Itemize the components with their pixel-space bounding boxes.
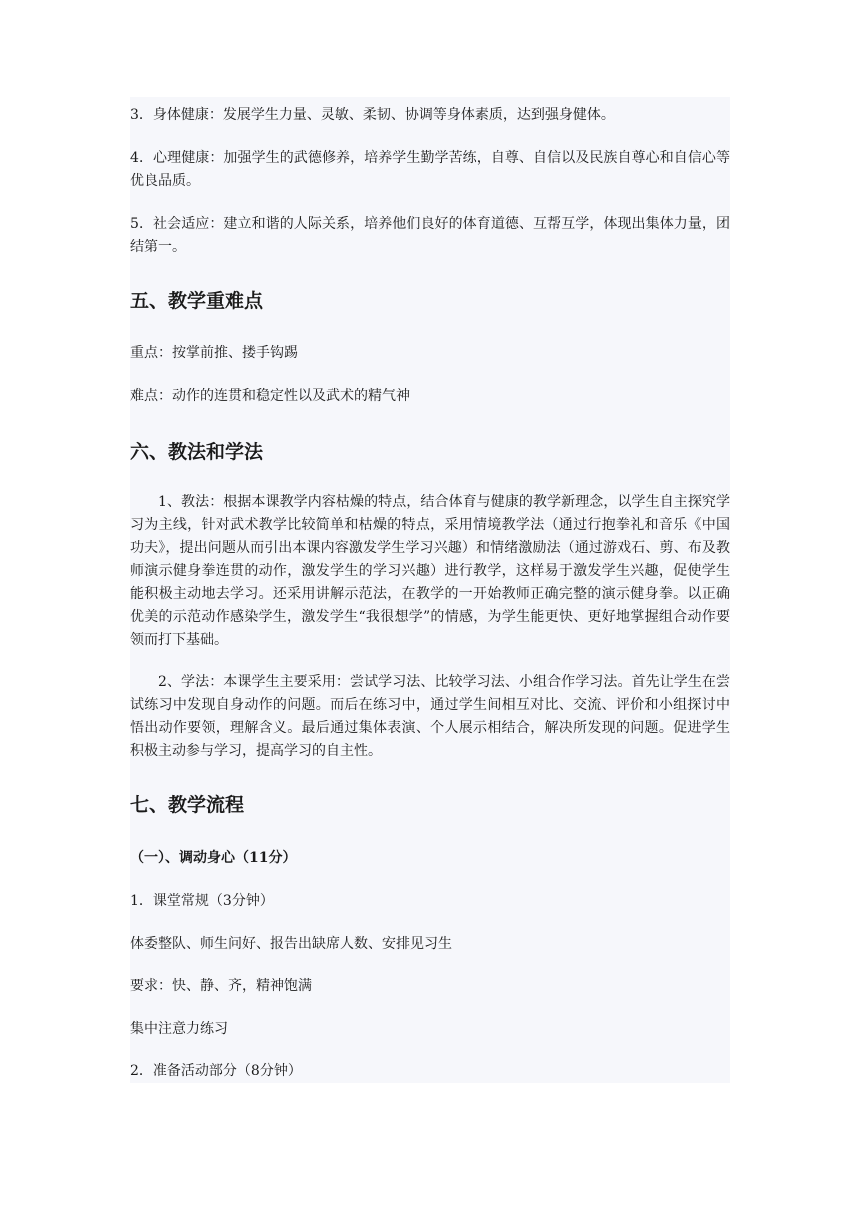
section-heading-process: 七、教学流程 bbox=[130, 794, 245, 816]
process-line-requirement: 要求：快、静、齐，精神饱满 bbox=[130, 978, 312, 994]
goal-item-5: 5．社会适应：建立和谐的人际关系，培养他们良好的体育道德、互帮互学，体现出集体力量，团结第一。 bbox=[130, 216, 730, 255]
key-point-text: 重点：按掌前推、搂手钩踢 bbox=[130, 345, 298, 361]
process-item-2: 2．准备活动部分（8分钟） bbox=[130, 1063, 302, 1079]
teaching-method-paragraph: 1、教法：根据本课教学内容枯燥的特点，结合体育与健康的教学新理念，以学生自主探究学习为主线，针对武术教学比较简单和枯燥的特点，采用情境教学法（通过行抱拳礼和音乐《中国功夫》，提出问题从而引出本课内容激发学生学习兴趣）和情绪激励法（通过游戏石、剪、布及教师演示健身拳连贯的动作，激发学生的学习兴趣）进行教学，这样易于激发学生兴趣，促使学生能积极主动地去学习。还采用讲解示范法，在教学的一开始教师正确完整的演示健身拳。以正确优美的示范动作感染学生，激发学生“我很想学”的情感，为学生能更快、更好地掌握组合动作要领而打下基础。 bbox=[130, 494, 730, 648]
subsection-heading-warmup: （一）、调动身心（11分） bbox=[130, 850, 297, 866]
process-line-routine: 体委整队、师生问好、报告出缺席人数、安排见习生 bbox=[130, 936, 452, 952]
process-item-1: 1．课堂常规（3分钟） bbox=[130, 893, 274, 909]
section-heading-methods: 六、教法和学法 bbox=[130, 441, 264, 463]
section-heading-key-points: 五、教学重难点 bbox=[130, 290, 264, 312]
difficulty-text: 难点：动作的连贯和稳定性以及武术的精气神 bbox=[130, 388, 410, 404]
learning-method-paragraph: 2、学法：本课学生主要采用：尝试学习法、比较学习法、小组合作学习法。首先让学生在尝试练习中发现自身动作的问题。而后在练习中，通过学生间相互对比、交流、评价和小组探讨中悟出动作要领，理解含义。最后通过集体表演、个人展示相结合，解决所发现的问题。促进学生积极主动参与学习，提高学习的自主性。 bbox=[130, 674, 730, 759]
document-body bbox=[130, 97, 730, 1083]
goal-item-4: 4．心理健康：加强学生的武德修养，培养学生勤学苦练，自尊、自信以及民族自尊心和自信心等优良品质。 bbox=[130, 150, 730, 189]
process-line-focus: 集中注意力练习 bbox=[130, 1021, 228, 1037]
goal-item-3: 3．身体健康：发展学生力量、灵敏、柔韧、协调等身体素质，达到强身健体。 bbox=[130, 107, 615, 123]
